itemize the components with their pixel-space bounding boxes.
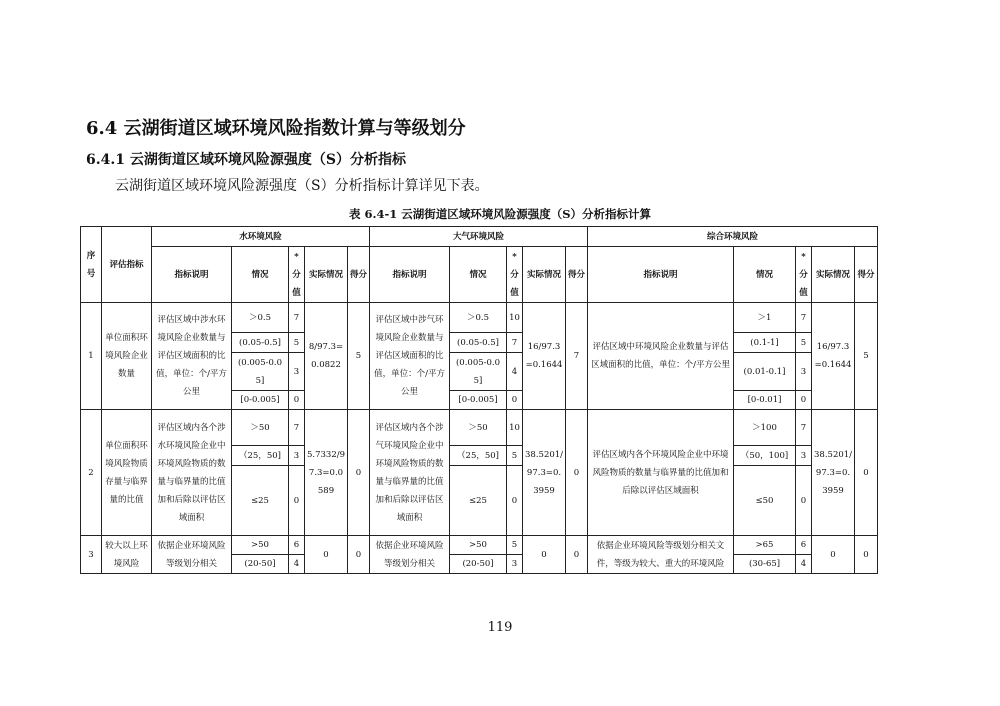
water-situation: (0.05-0.5] (232, 333, 289, 353)
combined-situation: （50，100] (734, 446, 796, 466)
header-actual: 实际情况 (523, 247, 566, 303)
water-score: 3 (289, 446, 305, 466)
combined-situation: ＞100 (734, 410, 796, 446)
header-situation: 情况 (450, 247, 507, 303)
combined-situation: ＞1 (734, 303, 796, 333)
air-situation: ＞50 (450, 410, 507, 446)
combined-situation: ≤50 (734, 466, 796, 536)
header-score: *分值 (289, 247, 305, 303)
air-got: 0 (566, 410, 588, 536)
combined-got: 5 (855, 303, 878, 410)
air-situation: ＞0.5 (450, 303, 507, 333)
water-score: 5 (289, 333, 305, 353)
air-situation: [0-0.005] (450, 391, 507, 410)
combined-got: 0 (855, 410, 878, 536)
header-actual: 实际情况 (812, 247, 855, 303)
header-water: 水环境风险 (152, 227, 370, 247)
header-indicator: 评估指标 (102, 227, 152, 303)
water-situation: (0.005-0.05] (232, 353, 289, 391)
header-combined: 综合环境风险 (588, 227, 878, 247)
combined-score: 3 (796, 446, 812, 466)
water-situation: >50 (232, 536, 289, 555)
section-heading: 6.4 云湖街道区域环境风险指数计算与等级划分 (86, 118, 466, 139)
header-actual: 实际情况 (305, 247, 348, 303)
combined-score: 7 (796, 410, 812, 446)
air-situation: ≤25 (450, 466, 507, 536)
air-situation: （25，50] (450, 446, 507, 466)
water-score: 7 (289, 303, 305, 333)
water-situation: （25，50] (232, 446, 289, 466)
air-situation: >50 (450, 536, 507, 555)
combined-got: 0 (855, 536, 878, 574)
water-desc: 评估区域中涉水环境风险企业数量与评估区域面积的比值，单位：个/平方公里 (152, 303, 232, 410)
combined-actual: 16/97.3=0.1644 (812, 303, 855, 410)
air-score: 0 (507, 466, 523, 536)
air-situation: (0.005-0.05] (450, 353, 507, 391)
header-score: *分值 (796, 247, 812, 303)
air-score: 0 (507, 391, 523, 410)
water-situation: ＞50 (232, 410, 289, 446)
water-score: 0 (289, 391, 305, 410)
combined-situation: (0.01-0.1] (734, 353, 796, 391)
header-got: 得分 (348, 247, 370, 303)
combined-score: 6 (796, 536, 812, 555)
water-score: 6 (289, 536, 305, 555)
air-situation: (0.05-0.5] (450, 333, 507, 353)
water-situation: [0-0.005] (232, 391, 289, 410)
page-number: 119 (487, 620, 513, 635)
header-got: 得分 (566, 247, 588, 303)
row-indicator: 单位面积环境风险物质存量与临界量的比值 (102, 410, 152, 536)
combined-score: 0 (796, 466, 812, 536)
water-got: 0 (348, 536, 370, 574)
water-got: 0 (348, 410, 370, 536)
combined-score: 7 (796, 303, 812, 333)
combined-situation: (0.1-1] (734, 333, 796, 353)
table-caption: 表 6.4-1 云湖街道区域环境风险源强度（S）分析指标计算 (348, 207, 652, 221)
header-desc: 指标说明 (588, 247, 734, 303)
air-score: 10 (507, 303, 523, 333)
combined-desc: 依据企业环境风险等级划分相关文件，等级为较大、重大的环境风险 (588, 536, 734, 574)
water-actual: 5.7332/97.3=0.0589 (305, 410, 348, 536)
water-score: 4 (289, 555, 305, 574)
air-score: 3 (507, 555, 523, 574)
water-score: 3 (289, 353, 305, 391)
row-seq: 1 (81, 303, 102, 410)
air-score: 7 (507, 333, 523, 353)
header-air: 大气环境风险 (370, 227, 588, 247)
air-desc: 评估区域内各个涉气环境风险企业中环境风险物质的数量与临界量的比值加和后除以评估区域面积 (370, 410, 450, 536)
air-score: 4 (507, 353, 523, 391)
combined-situation: [0-0.01] (734, 391, 796, 410)
row-seq: 2 (81, 410, 102, 536)
combined-score: 0 (796, 391, 812, 410)
subsection-heading: 6.4.1 云湖街道区域环境风险源强度（S）分析指标 (86, 152, 406, 168)
air-score: 10 (507, 410, 523, 446)
air-actual: 38.5201/97.3=0.3959 (523, 410, 566, 536)
water-situation: ≤25 (232, 466, 289, 536)
combined-score: 5 (796, 333, 812, 353)
water-score: 7 (289, 410, 305, 446)
header-desc: 指标说明 (152, 247, 232, 303)
intro-paragraph: 云湖街道区域环境风险源强度（S）分析指标计算详见下表。 (115, 178, 489, 194)
air-actual: 16/97.3=0.1644 (523, 303, 566, 410)
header-score: *分值 (507, 247, 523, 303)
air-situation: (20-50] (450, 555, 507, 574)
air-score: 5 (507, 536, 523, 555)
combined-situation: (30-65] (734, 555, 796, 574)
water-got: 5 (348, 303, 370, 410)
combined-situation: >65 (734, 536, 796, 555)
combined-desc: 评估区域内各个环境风险企业中环境风险物质的数量与临界量的比值加和后除以评估区域面积 (588, 410, 734, 536)
air-desc: 评估区域中涉气环境风险企业数量与评估区域面积的比值，单位：个/平方公里 (370, 303, 450, 410)
water-situation: (20-50] (232, 555, 289, 574)
water-situation: ＞0.5 (232, 303, 289, 333)
water-desc: 评估区域内各个涉水环境风险企业中环境风险物质的数量与临界量的比值加和后除以评估区域面积 (152, 410, 232, 536)
combined-score: 3 (796, 353, 812, 391)
combined-actual: 38.5201/97.3=0.3959 (812, 410, 855, 536)
risk-source-table (80, 226, 878, 574)
row-indicator: 单位面积环境风险企业数量 (102, 303, 152, 410)
air-desc: 依据企业环境风险等级划分相关 (370, 536, 450, 574)
air-got: 7 (566, 303, 588, 410)
header-desc: 指标说明 (370, 247, 450, 303)
combined-actual: 0 (812, 536, 855, 574)
header-got: 得分 (855, 247, 878, 303)
water-actual: 0 (305, 536, 348, 574)
row-indicator: 较大以上环境风险 (102, 536, 152, 574)
row-seq: 3 (81, 536, 102, 574)
air-actual: 0 (523, 536, 566, 574)
air-got: 0 (566, 536, 588, 574)
water-desc: 依据企业环境风险等级划分相关 (152, 536, 232, 574)
header-seq: 序号 (81, 227, 102, 303)
combined-score: 4 (796, 555, 812, 574)
combined-desc: 评估区域中环境风险企业数量与评估区域面积的比值，单位：个/平方公里 (588, 303, 734, 410)
water-score: 0 (289, 466, 305, 536)
water-actual: 8/97.3=0.0822 (305, 303, 348, 410)
air-score: 5 (507, 446, 523, 466)
header-situation: 情况 (734, 247, 796, 303)
header-situation: 情况 (232, 247, 289, 303)
